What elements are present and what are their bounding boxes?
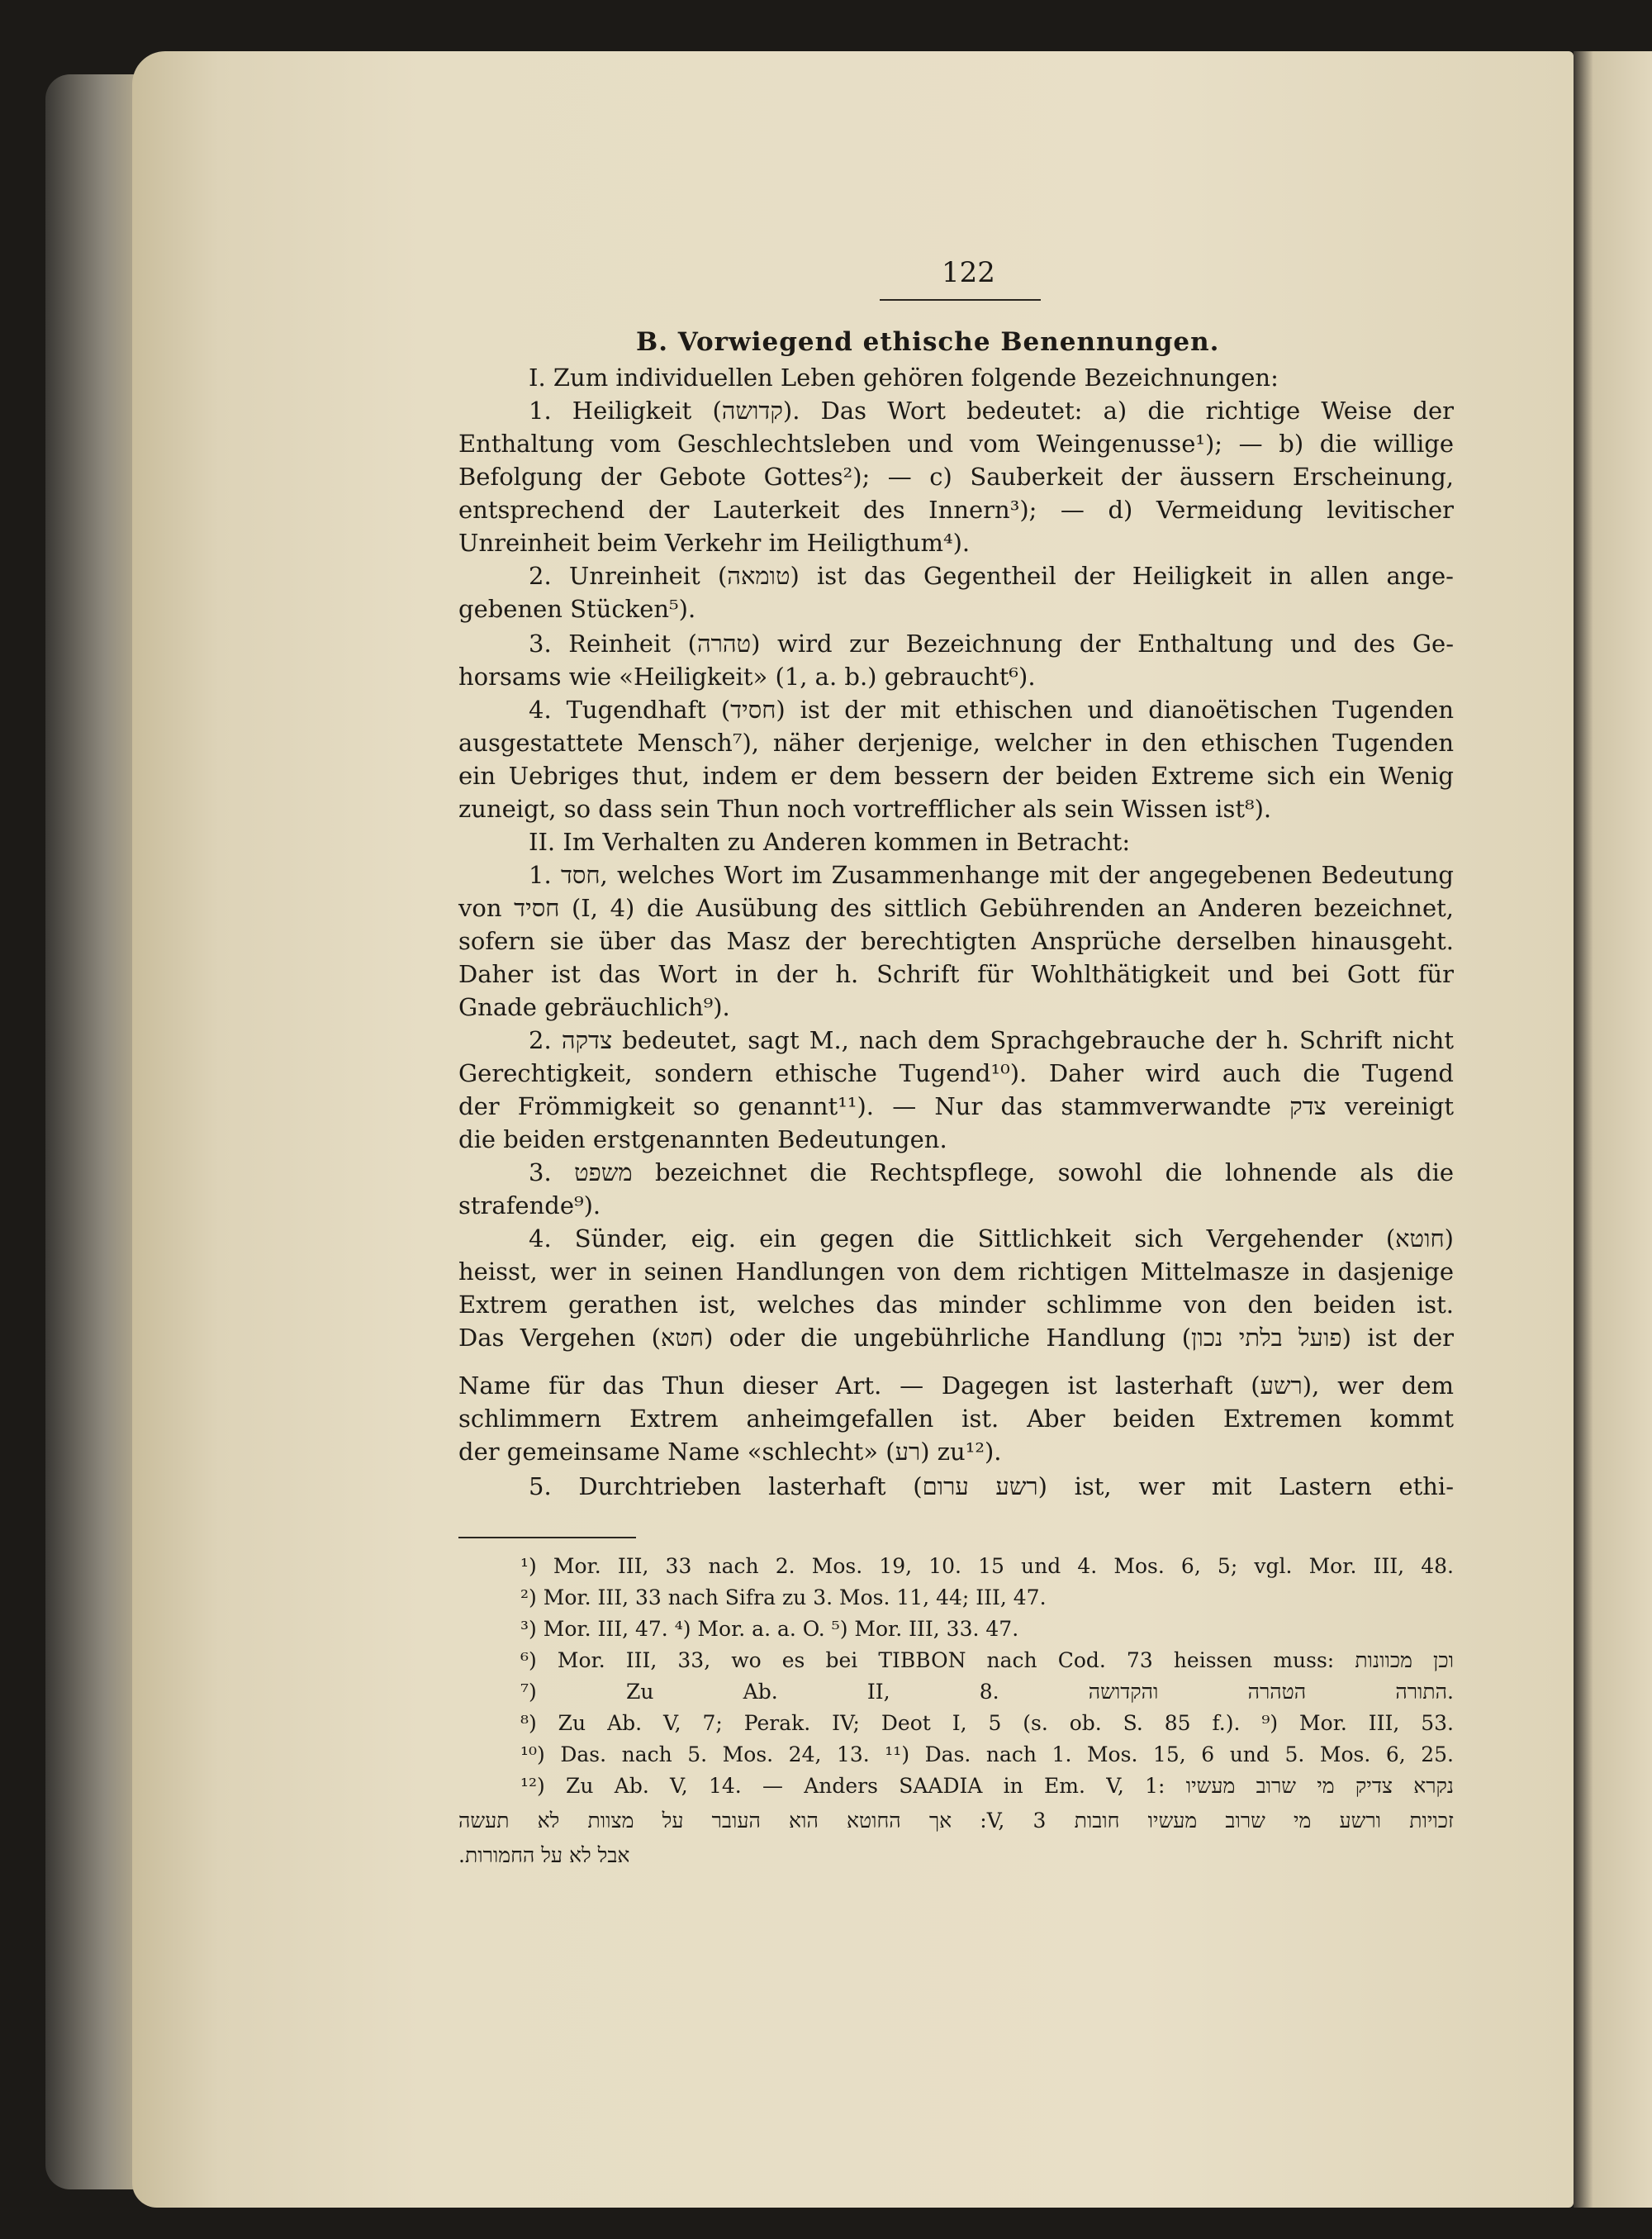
footnote-hebrew-line: אבל לא על החמורות. [458,1843,630,1867]
body-line: Enthaltung vom Geschlechtsleben und vom Weingenusse¹); — b) die willige [458,430,1454,458]
body-line: Befolgung der Gebote Gottes²); — c) Sauberkeit der äussern Erscheinung, [458,463,1454,491]
page-number-rule [880,299,1041,301]
facing-page-edge [1574,51,1652,2208]
body-line: 5. Durchtrieben lasterhaft (רשע ערום) ist, wer mit Lastern ethi- [529,1472,1454,1500]
body-line: 3. Reinheit (טהרה) wird zur Bezeichnung der Enthaltung und des Ge- [529,630,1454,658]
body-line: Gerechtigkeit, sondern ethische Tugend¹⁰). Daher wird auch die Tugend [458,1059,1454,1087]
body-line: Name für das Thun dieser Art. — Dagegen ist lasterhaft (רשע), wer dem [458,1371,1454,1400]
body-line: 4. Sünder, eig. ein gegen die Sittlichkeit sich Vergehender (חוטא) [529,1224,1454,1253]
section-heading: B. Vorwiegend ethische Benennungen. [636,327,1220,357]
footnote: ¹⁰) Das. nach 5. Mos. 24, 13. ¹¹) Das. nach 1. Mos. 15, 6 und 5. Mos. 6, 25. [520,1742,1454,1766]
footnote: ²) Mor. III, 33 nach Sifra zu 3. Mos. 11, 44; III, 47. [520,1585,1047,1609]
body-line: 2. צדקה bedeutet, sagt M., nach dem Sprachgebrauche der h. Schrift nicht [529,1026,1454,1054]
body-line: 3. משפט bezeichnet die Rechtspflege, sowohl die lohnende als die [529,1158,1455,1186]
body-line: zuneigt, so dass sein Thun noch vortrefflicher als sein Wissen ist⁸). [458,795,1272,823]
body-line: 2. Unreinheit (טומאה) ist das Gegentheil der Heiligkeit in allen ange- [529,562,1454,590]
body-line: Gnade gebräuchlich⁹). [458,993,730,1021]
body-line: ein Uebriges thut, indem er dem bessern der beiden Extreme sich ein Wenig [458,762,1454,790]
body-line: entsprechend der Lauterkeit des Innern³); — d) Vermeidung levitischer [458,496,1454,524]
body-line: Unreinheit beim Verkehr im Heiligthum⁴). [458,529,971,557]
page-number: 122 [942,256,995,289]
footnote: ⁷) Zu Ab. II, 8. התורה הטהרה והקדושה. [520,1680,1454,1704]
body-line: ausgestattete Mensch⁷), näher derjenige, welcher in den ethischen Tugenden [458,729,1454,757]
body-line: 1. חסד, welches Wort im Zusammenhange mit der angegebenen Bedeutung [529,861,1454,889]
body-line: schlimmern Extrem anheimgefallen ist. Aber beiden Extremen kommt [458,1405,1454,1433]
body-line: gebenen Stücken⁵). [458,595,696,623]
body-line: 1. Heiligkeit (קדושה). Das Wort bedeutet: a) die richtige Weise der [529,397,1454,425]
body-line: von חסיד (I, 4) die Ausübung des sittlich Gebührenden an Anderen bezeichnet, [458,894,1454,922]
book-edge [45,74,145,2189]
footnote: ¹) Mor. III, 33 nach 2. Mos. 19, 10. 15 und 4. Mos. 6, 5; vgl. Mor. III, 48. [520,1554,1454,1578]
body-line: strafende⁹). [458,1191,601,1219]
body-line: Extrem gerathen ist, welches das minder schlimme von den beiden ist. [458,1291,1454,1319]
body-line: sofern sie über das Masz der berechtigten Ansprüche derselben hinausgeht. [458,927,1454,955]
body-line: I. Zum individuellen Leben gehören folgende Bezeichnungen: [529,364,1279,392]
body-line: II. Im Verhalten zu Anderen kommen in Betracht: [529,828,1131,856]
body-line: der Frömmigkeit so genannt¹¹). — Nur das stammverwandte צדק vereinigt [458,1092,1454,1120]
footnote: ⁸) Zu Ab. V, 7; Perak. IV; Deot I, 5 (s. ob. S. 85 f.). ⁹) Mor. III, 53. [520,1711,1454,1735]
body-line: Das Vergehen (חטא) oder die ungebührliche Handlung (פועל בלתי נכון) ist der [458,1324,1454,1352]
footnote: ¹²) Zu Ab. V, 14. — Anders SAADIA in Em. V, 1: נקרא צדיק מי שרוב מעשיו [520,1774,1454,1798]
footnote: ⁶) Mor. III, 33, wo es bei TIBBON nach Cod. 73 heissen muss: וכן מכוונות [520,1648,1454,1672]
footnote: ³) Mor. III, 47. ⁴) Mor. a. a. O. ⁵) Mor. III, 33. 47. [520,1617,1019,1641]
footnote-rule [458,1537,636,1538]
footnote-hebrew-line: זכויות ורשע מי שרוב מעשיו חובות V, 3: אך החוטא הוא העובר על מצוות לא תעשה [458,1809,1454,1833]
body-line: 4. Tugendhaft (חסיד) ist der mit ethischen und dianoëtischen Tugenden [529,696,1454,724]
body-line: horsams wie «Heiligkeit» (1, a. b.) gebraucht⁶). [458,663,1036,691]
body-line: heisst, wer in seinen Handlungen von dem richtigen Mittelmasze in dasjenige [458,1257,1454,1286]
body-line: die beiden erstgenannten Bedeutungen. [458,1125,947,1153]
body-line: der gemeinsame Name «schlecht» (רע) zu¹²). [458,1438,1002,1466]
body-line: Daher ist das Wort in der h. Schrift für Wohlthätigkeit und bei Gott für [458,960,1454,988]
